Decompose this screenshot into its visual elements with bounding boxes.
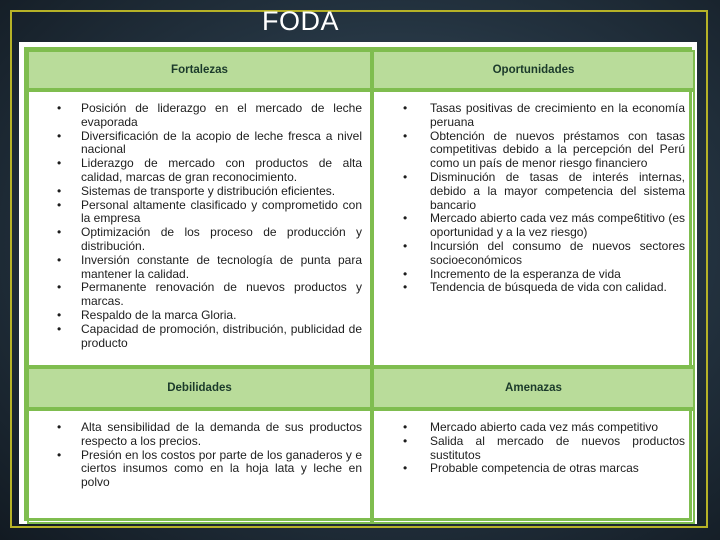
oportunidades-item: • Tendencia de búsqueda de vida con calidad. bbox=[430, 281, 685, 295]
oportunidades-item: • Tasas positivas de crecimiento en la economía peruana bbox=[430, 102, 685, 130]
oportunidades-item: • Incremento de la esperanza de vida bbox=[430, 268, 685, 282]
fortalezas-item: • Permanente renovación de nuevos productos y marcas. bbox=[81, 281, 362, 309]
debilidades-cell bbox=[27, 409, 372, 524]
amenazas-item: • Probable competencia de otras marcas bbox=[430, 462, 685, 476]
header-oportunidades: Oportunidades bbox=[372, 50, 695, 90]
slide-title: FODA bbox=[262, 6, 340, 36]
debilidades-list bbox=[33, 421, 362, 490]
foda-table bbox=[24, 47, 692, 521]
header-fortalezas: Fortalezas bbox=[27, 50, 372, 90]
amenazas-cell bbox=[372, 409, 695, 524]
header-amenazas: Amenazas bbox=[372, 367, 695, 409]
amenazas-list bbox=[378, 421, 685, 476]
debilidades-item: • Presión en los costos por parte de los ganaderos y e ciertos insumos como en la hoja lata y leche en polvo bbox=[81, 449, 362, 490]
fortalezas-item: • Respaldo de la marca Gloria. bbox=[81, 309, 362, 323]
fortalezas-item: • Diversificación de la acopio de leche fresca a nivel nacional bbox=[81, 130, 362, 158]
oportunidades-item: • Incursión del consumo de nuevos sectores socioeconómicos bbox=[430, 240, 685, 268]
amenazas-item: • Mercado abierto cada vez más competitivo bbox=[430, 421, 685, 435]
fortalezas-item: • Inversión constante de tecnología de punta para mantener la calidad. bbox=[81, 254, 362, 282]
oportunidades-item: • Mercado abierto cada vez más compe6titivo (es oportunidad y a la vez riesgo) bbox=[430, 212, 685, 240]
fortalezas-item: • Posición de liderazgo en el mercado de leche evaporada bbox=[81, 102, 362, 130]
oportunidades-item: • Disminución de tasas de interés internas, debido a la mayor competencia del sistema bancario bbox=[430, 171, 685, 212]
fortalezas-item: • Personal altamente clasificado y comprometido con la empresa bbox=[81, 199, 362, 227]
fortalezas-item: • Liderazgo de mercado con productos de alta calidad, marcas de gran reconocimiento. bbox=[81, 157, 362, 185]
oportunidades-item: • Obtención de nuevos préstamos con tasas competitivas debido a la percepción del Perú como un país de menor riesgo financiero bbox=[430, 130, 685, 171]
amenazas-item: • Salida al mercado de nuevos productos sustitutos bbox=[430, 435, 685, 463]
fortalezas-item: • Optimización de los proceso de producción y distribución. bbox=[81, 226, 362, 254]
fortalezas-list bbox=[33, 102, 362, 350]
header-debilidades: Debilidades bbox=[27, 367, 372, 409]
fortalezas-item: • Capacidad de promoción, distribución, publicidad de producto bbox=[81, 323, 362, 351]
fortalezas-item: • Sistemas de transporte y distribución eficientes. bbox=[81, 185, 362, 199]
fortalezas-cell bbox=[27, 90, 372, 367]
oportunidades-list bbox=[378, 102, 685, 295]
oportunidades-cell bbox=[372, 90, 695, 367]
debilidades-item: • Alta sensibilidad de la demanda de sus productos respecto a los precios. bbox=[81, 421, 362, 449]
